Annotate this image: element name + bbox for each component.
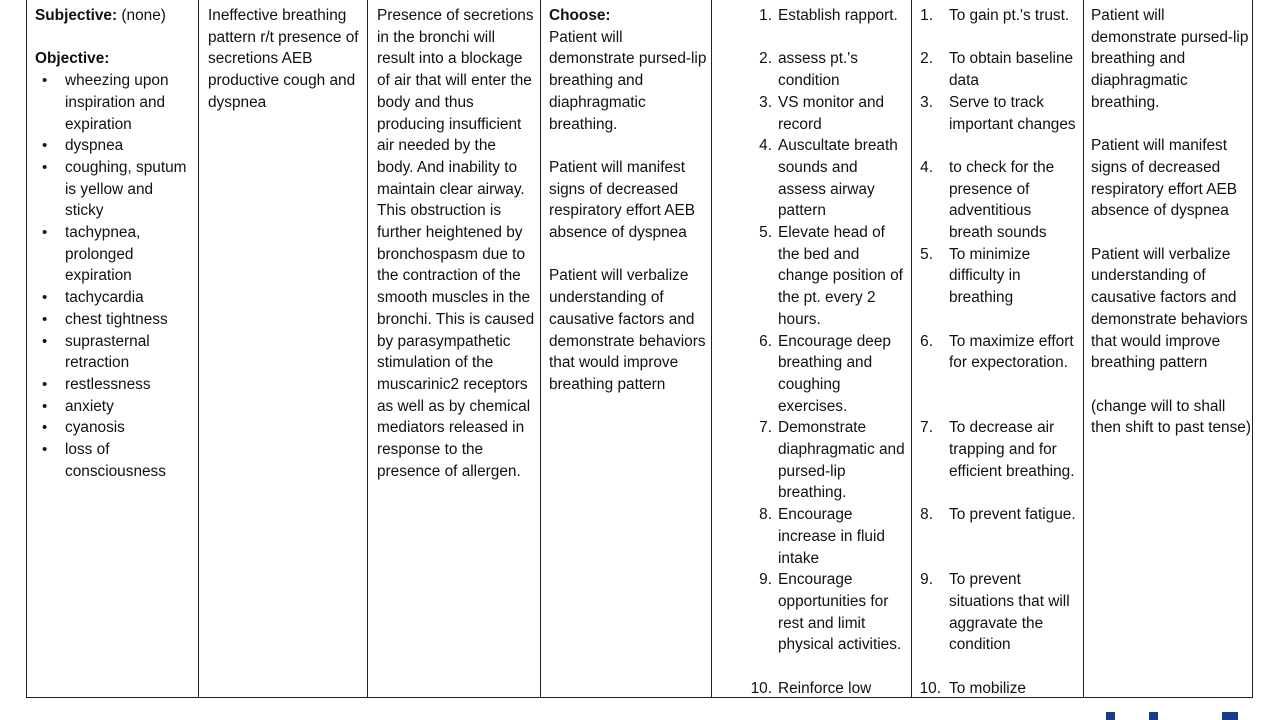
- evaluation-text: Patient will verbalize understanding of causative factors and demonstrate behaviors that would improve breathing pattern: [1091, 245, 1248, 372]
- objective-cue-list: [35, 70, 195, 482]
- rationale-number: 5.: [920, 245, 933, 263]
- objective-goal: Patient will manifest signs of decreased respiratory effort AEB absence of dyspnea: [549, 158, 695, 242]
- objective-cue-item: • dyspnea: [35, 135, 195, 157]
- objective-cue-item: • loss of consciousness: [35, 439, 195, 482]
- column-divider: [367, 0, 368, 698]
- intervention-text: Elevate head of the bed and change position of the pt. every 2 hours.: [778, 224, 903, 328]
- explanation-column: [377, 5, 535, 699]
- rationale-item: [917, 331, 1077, 374]
- objective-goal: Patient will verbalize understanding of causative factors and demonstrate behaviors that would improve breathing pattern: [549, 267, 706, 393]
- objective-cue-item: • tachycardia: [35, 287, 195, 309]
- rationale-number: 9.: [920, 571, 933, 589]
- intervention-number: 9.: [759, 571, 772, 589]
- rationale-text: To decrease air trapping and for efficient breathing.: [949, 419, 1075, 480]
- objective-cue-item: • chest tightness: [35, 309, 195, 331]
- intervention-item: [748, 135, 906, 222]
- intervention-number: 7.: [759, 419, 772, 437]
- rationale-item: [917, 569, 1077, 656]
- intervention-text: Establish rapport.: [778, 7, 898, 24]
- rationale-text: To minimize difficulty in breathing: [949, 245, 1031, 307]
- evaluation-column: [1091, 5, 1251, 699]
- column-divider: [911, 0, 912, 698]
- intervention-text: VS monitor and record: [778, 93, 885, 133]
- rationale-text: To prevent fatigue.: [949, 506, 1076, 524]
- cues-column: [35, 5, 195, 699]
- objective-cue-item: • suprasternal retraction: [35, 331, 195, 374]
- column-divider: [711, 0, 712, 698]
- rationale-item: [917, 244, 1077, 309]
- intervention-text: Encourage deep breathing and coughing exercises.: [778, 332, 891, 415]
- rationale-item: [917, 678, 1077, 699]
- objective-cue-item: • restlessness: [35, 374, 195, 396]
- rationale-text: Serve to track important changes: [949, 93, 1076, 133]
- rationale-number: 2.: [920, 50, 933, 68]
- intervention-text: assess pt.'s condition: [778, 50, 858, 90]
- intervention-item: [748, 48, 906, 91]
- rationale-column: [917, 5, 1077, 699]
- intervention-text: Auscultate breath sounds and assess airway pattern: [778, 137, 898, 220]
- intervention-number: 1.: [759, 7, 772, 24]
- rationale-number: 6.: [920, 332, 933, 350]
- intervention-number: 6.: [759, 332, 772, 350]
- brand-mark: [1149, 712, 1158, 720]
- objective-cue-item: • wheezing upon inspiration and expiration: [35, 70, 195, 135]
- intervention-text: Demonstrate diaphragmatic and pursed-lip breathing.: [778, 419, 905, 502]
- interventions-column: [748, 5, 906, 699]
- intervention-text: Encourage opportunities for rest and limit physical activities.: [778, 571, 902, 654]
- rationale-text: To obtain baseline data: [949, 50, 1074, 90]
- evaluation-text: Patient will manifest signs of decreased respiratory effort AEB absence of dyspnea: [1091, 137, 1237, 220]
- intervention-number: 4.: [759, 137, 772, 155]
- column-divider: [198, 0, 199, 698]
- intervention-item: [748, 569, 906, 656]
- rationale-number: 1.: [920, 7, 933, 24]
- intervention-text: Reinforce low: [778, 679, 872, 697]
- brand-logo-fragment: [1102, 712, 1280, 720]
- subjective-value: (none): [117, 7, 166, 24]
- rationale-item: [917, 5, 1077, 27]
- objective-goal: Patient will demonstrate pursed-lip breathing and diaphragmatic breathing.: [549, 28, 707, 133]
- intervention-item: [748, 504, 906, 569]
- intervention-number: 2.: [759, 50, 772, 68]
- rationale-item: [917, 417, 1077, 482]
- intervention-item: [748, 5, 906, 27]
- intervention-number: 5.: [759, 224, 772, 241]
- rationale-text: To gain pt.'s trust.: [949, 7, 1070, 24]
- objective-label: Objective:: [35, 50, 110, 68]
- rationale-number: 3.: [920, 93, 933, 111]
- subjective-cue: [35, 5, 195, 27]
- intervention-item: [748, 331, 906, 418]
- rationale-number: 10.: [919, 679, 941, 697]
- column-divider: [540, 0, 541, 698]
- intervention-item: [748, 417, 906, 504]
- rationale-item: [917, 157, 1077, 244]
- rationale-number: 8.: [920, 506, 933, 524]
- intervention-number: 10.: [750, 679, 772, 697]
- rationale-text: To mobilize: [949, 679, 1026, 697]
- rationale-number: 4.: [920, 159, 933, 176]
- intervention-number: 8.: [759, 506, 772, 524]
- intervention-item: [748, 678, 906, 699]
- scientific-explanation-text: Presence of secretions in the bronchi will result into a blockage of air that will enter the body and thus producing insufficient air needed by the body. And inability to maintain clear airway. This obstruction is further heightened by bronchospasm due to the contraction of the smooth muscles in the bronchi. This is caused by parasympathetic stimulation of the muscarinic2 receptors as well as by chemical mediators released in response to the presence of allergen.: [377, 7, 535, 480]
- evaluation-text: Patient will demonstrate pursed-lip breathing and diaphragmatic breathing.: [1091, 7, 1249, 111]
- objective-cue-item: • anxiety: [35, 396, 195, 418]
- rationale-text: To prevent situations that will aggravate the condition: [949, 571, 1070, 654]
- rationale-number: 7.: [920, 419, 933, 437]
- objective-cue-item: • coughing, sputum is yellow and sticky: [35, 157, 195, 222]
- intervention-number: 3.: [759, 93, 772, 111]
- brand-mark: [1106, 712, 1115, 720]
- objective-cue-item: • tachypnea, prolonged expiration: [35, 222, 195, 287]
- objective-cue-item: • cyanosis: [35, 417, 195, 439]
- nursing-diagnosis-text: Ineffective breathing pattern r/t presence of secretions AEB productive cough and dyspnea: [208, 7, 359, 111]
- intervention-text: Encourage increase in fluid intake: [778, 506, 885, 567]
- rationale-item: [917, 92, 1077, 135]
- rationale-text: to check for the presence of adventitious breath sounds: [949, 159, 1055, 242]
- rationale-text: To maximize effort for expectoration.: [949, 332, 1074, 372]
- rationale-item: [917, 48, 1077, 91]
- diagnosis-column: [208, 5, 364, 699]
- evaluation-note: (change will to shall then shift to past tense): [1091, 397, 1251, 437]
- rationale-item: [917, 504, 1077, 526]
- brand-mark: [1222, 712, 1238, 720]
- subjective-label: Subjective:: [35, 7, 118, 24]
- intervention-item: [748, 222, 906, 331]
- column-divider: [1083, 0, 1084, 698]
- intervention-item: [748, 92, 906, 135]
- objectives-column: [549, 5, 707, 699]
- choose-label: Choose:: [549, 7, 611, 24]
